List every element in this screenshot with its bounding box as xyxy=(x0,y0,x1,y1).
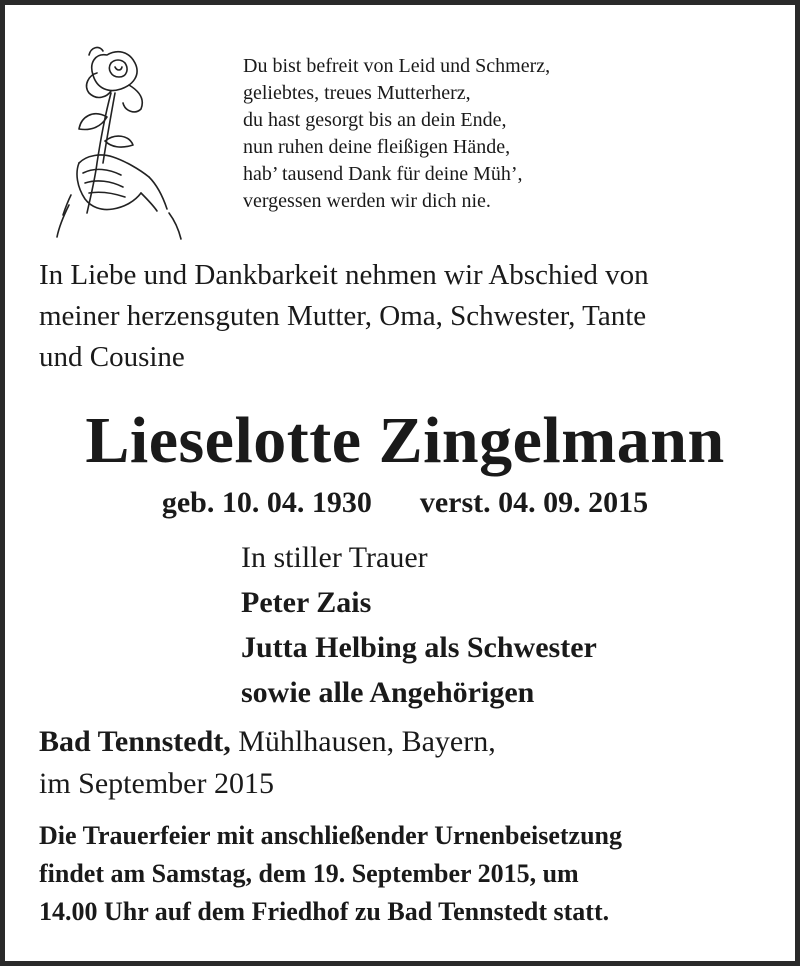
poem-line: geliebtes, treues Mutterherz, xyxy=(243,82,471,104)
poem xyxy=(243,53,550,215)
farewell-line: meiner herzensguten Mutter, Oma, Schwester, Tante xyxy=(39,300,647,332)
farewell-line: und Cousine xyxy=(39,341,185,373)
mourner-name: Peter Zais xyxy=(241,586,372,619)
ceremony-line: findet am Samstag, dem 19. September 2015, um xyxy=(39,859,579,888)
poem-line: du hast gesorgt bis an dein Ende, xyxy=(243,109,507,131)
mourner-name: Jutta Helbing als Schwester xyxy=(241,631,597,664)
ceremony-line: Die Trauerfeier mit anschließender Urnenbeisetzung xyxy=(39,821,623,850)
farewell-text xyxy=(39,255,779,378)
poem-line: vergessen werden wir dich nie. xyxy=(243,190,491,212)
place-and-date xyxy=(39,721,496,805)
poem-line: hab’ tausend Dank für deine Müh’, xyxy=(243,163,523,185)
poem-line: Du bist befreit von Leid und Schmerz, xyxy=(243,55,551,77)
place-others: Mühlhausen, Bayern, xyxy=(230,725,496,758)
notice-date: im September 2015 xyxy=(39,767,274,800)
ceremony-notice xyxy=(39,817,779,931)
ceremony-line: 14.00 Uhr auf dem Friedhof zu Bad Tennstedt statt. xyxy=(39,897,610,926)
deceased-name: Lieselotte Zingelmann xyxy=(85,404,725,477)
mourning-intro: In stiller Trauer xyxy=(241,541,428,574)
farewell-line: In Liebe und Dankbarkeit nehmen wir Abschied von xyxy=(39,259,649,291)
mourners xyxy=(241,535,597,715)
life-dates xyxy=(5,483,800,523)
birth-date: geb. 10. 04. 1930 xyxy=(161,486,372,519)
mourner-name: sowie alle Angehörigen xyxy=(241,676,535,709)
place-line xyxy=(39,721,496,763)
place-town: Bad Tennstedt, xyxy=(39,725,231,758)
rose-in-hand-icon xyxy=(49,45,197,241)
poem-line: nun ruhen deine fleißigen Hände, xyxy=(243,136,511,158)
death-date: verst. 04. 09. 2015 xyxy=(419,486,649,519)
